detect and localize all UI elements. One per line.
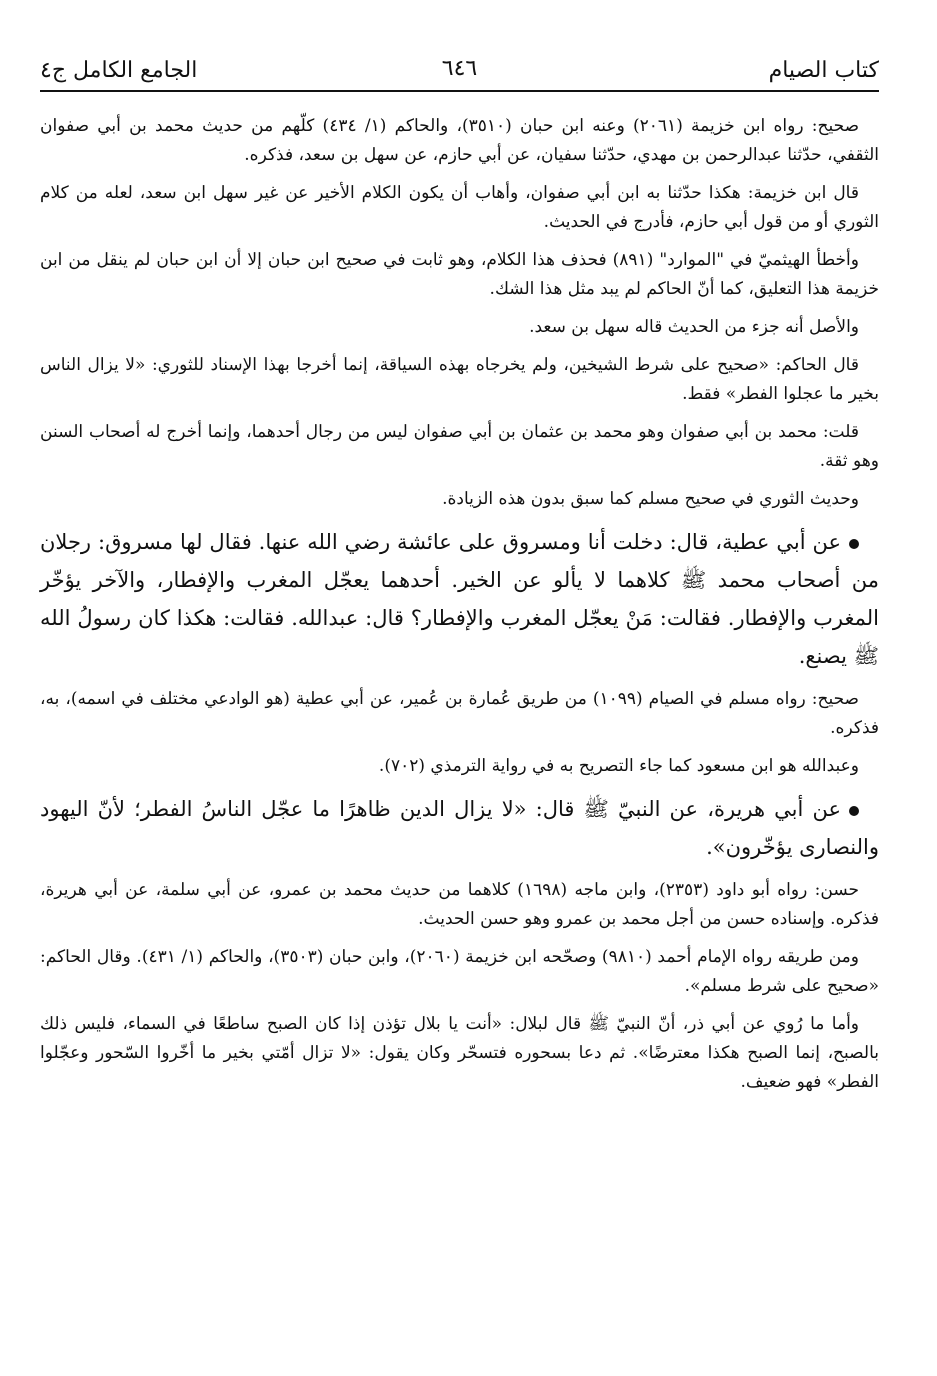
takhrij-paragraph: صحيح: رواه مسلم في الصيام (١٠٩٩) من طريق عُمارة بن عُمير، عن أبي عطية (هو الوادعي مختلف في اسمه)، به، فذكره. [40, 689, 879, 738]
bullet-icon [849, 806, 859, 816]
commentary-paragraph: وأخطأ الهيثميّ في "الموارد" (٨٩١) فحذف هذا الكلام، وهو ثابت في صحيح ابن حبان إلا أن ابن حبان لم ينقل من ابن خزيمة هذا التعليق، كما أنّ الحاكم لم يبد مثل هذا الشك. [40, 250, 879, 299]
hadith-2-text: عن أبي هريرة، عن النبيّ ﷺ قال: «لا يزال الدين ظاهرًا ما عجّل الناسُ الفطر؛ لأنّ اليهود والنصارى يؤخّرون». [40, 797, 879, 859]
page-body [40, 112, 879, 1097]
book-page [40, 50, 879, 1356]
hadith-text [40, 523, 879, 675]
commentary-paragraph: وعبدالله هو ابن مسعود كما جاء التصريح به في رواية الترمذي (٧٠٢). [378, 756, 859, 776]
page-number: ٦٤٦ [441, 56, 478, 81]
commentary-paragraph: قال الحاكم: «صحيح على شرط الشيخين، ولم يخرجاه بهذه السياقة، إنما أخرجا بهذا الإسناد للثوري: «لا يزال الناس بخير ما عجلوا الفطر» فقط. [40, 355, 879, 404]
takhrij-paragraph: حسن: رواه أبو داود (٢٣٥٣)، وابن ماجه (١٦٩٨) كلاهما من حديث محمد بن عمرو، عن أبي سلمة، عن أبي هريرة، فذكره. وإسناده حسن من أجل محمد بن عمرو وهو حسن الحديث. [40, 880, 879, 929]
commentary-paragraph: وأما ما رُوي عن أبي ذر، أنّ النبيّ ﷺ قال لبلال: «أنت يا بلال تؤذن إذا كان الصبح ساطعًا في السماء، فليس ذلك بالصبح، إنما الصبح هكذا معترضًا». ثم دعا بسحوره فتسحّر وكان يقول: «لا تزال أمّتي بخير ما أخّروا السّحور وعجّلوا الفطر» فهو ضعيف. [40, 1014, 879, 1092]
commentary-paragraph: والأصل أنه جزء من الحديث قاله سهل بن سعد. [529, 317, 859, 337]
commentary-paragraph: قلت: محمد بن أبي صفوان وهو محمد بن عثمان بن أبي صفوان ليس من رجال أحدهما، وإنما أخرج له أصحاب السنن وهو ثقة. [40, 422, 879, 471]
commentary-paragraph: قال ابن خزيمة: هكذا حدّثنا به ابن أبي صفوان، وأهاب أن يكون الكلام الأخير عن غير سهل ابن سعد، لعله من كلام الثوري أو من قول أبي حازم، فأدرج في الحديث. [40, 183, 879, 232]
takhrij-paragraph: صحيح: رواه ابن خزيمة (٢٠٦١) وعنه ابن حبان (٣٥١٠)، والحاكم (١/ ٤٣٤) كلّهم من حديث محمد بن أبي صفوان الثقفي، حدّثنا عبدالرحمن بن مهدي، حدّثنا سفيان، عن أبي حازم، عن سهل بن سعد، فذكره. [40, 116, 879, 165]
hadith-1-text: عن أبي عطية، قال: دخلت أنا ومسروق على عائشة رضي الله عنها. فقال لها مسروق: رجلان من أصحاب محمد ﷺ كلاهما لا يألو عن الخير. أحدهما يعجّل المغرب والإفطار، والآخر يؤخّر المغرب والإفطار. فقالت: مَنْ يعجّل المغرب والإفطار؟ قال: عبدالله. فقالت: هكذا كان رسولُ الله ﷺ يصنع. [40, 530, 879, 668]
volume-title: الجامع الكامل ج٤ [40, 58, 198, 83]
hadith-text [40, 790, 879, 866]
page-header [40, 50, 879, 92]
commentary-paragraph: ومن طريقه رواه الإمام أحمد (٩٨١٠) وصحّحه ابن خزيمة (٢٠٦٠)، وابن حبان (٣٥٠٣)، والحاكم (١/ ٤٣١). وقال الحاكم: «صحيح على شرط مسلم». [40, 947, 879, 996]
book-section-title: كتاب الصيام [768, 58, 879, 83]
bullet-icon [849, 539, 859, 549]
commentary-paragraph: وحديث الثوري في صحيح مسلم كما سبق بدون هذه الزيادة. [442, 489, 859, 509]
